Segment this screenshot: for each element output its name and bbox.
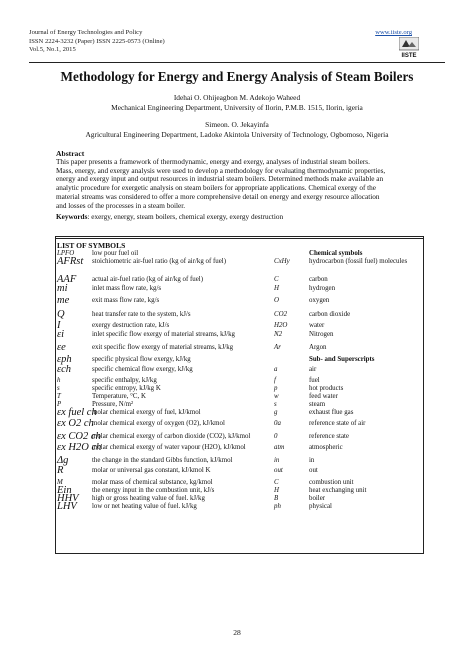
chemical-symbol: in: [274, 457, 280, 464]
symbol-description: the change in the standard Gibbs function, kJ/kmol: [92, 457, 233, 464]
symbol: εx H2O ch: [57, 442, 102, 453]
journal-name: Journal of Energy Technologies and Policy: [29, 29, 143, 36]
chemical-description: exhaust flue gas: [309, 409, 354, 416]
journal-issn: ISSN 2224-3232 (Paper) ISSN 2225-0573 (Online): [29, 37, 165, 45]
symbol-description: specific chemical flow exergy, kJ/kg: [92, 366, 193, 373]
chemical-symbol: CO2: [274, 311, 288, 318]
chemical-description: carbon: [309, 276, 328, 283]
chemical-description: reference state: [309, 433, 349, 440]
symbols-heading: LIST OF SYMBOLS: [57, 241, 126, 250]
abstract-line: analytic procedure for exergetic analysis on steam boilers for appropriate applications. Chemical exergy of the: [56, 184, 377, 193]
paper-title: Methodology for Energy and Energy Analysis of Steam Boilers: [60, 69, 414, 84]
chemical-symbol: N2: [274, 331, 283, 338]
symbol: LHV: [57, 501, 77, 512]
chemical-description: out: [309, 467, 318, 474]
page-number: 28: [233, 628, 241, 637]
symbol-description: high or gross heating value of fuel. kJ/kg: [92, 495, 205, 502]
chemical-symbol: B: [274, 495, 279, 502]
site-link[interactable]: www.iiste.org: [375, 29, 412, 36]
chemical-description: combustion unit: [309, 479, 354, 486]
symbol: M: [57, 479, 63, 486]
symbols-table-rule: [55, 238, 424, 239]
chemical-description: in: [309, 457, 315, 464]
chemical-symbol: H2O: [274, 322, 288, 329]
chemical-description: hydrocarbon (fossil fuel) molecules: [309, 258, 408, 265]
symbol-description: specific entropy, kJ/kg K: [92, 385, 161, 392]
symbol-description: heat transfer rate to the system, kJ/s: [92, 311, 191, 318]
affiliation-2: Agricultural Engineering Department, Ladoke Akintola University of Technology, Ogbomoso, Nigeria: [85, 130, 389, 139]
author-names: Idehai O. Ohijeagbon M. Adekojo Waheed: [173, 93, 301, 102]
chemical-symbol: C: [274, 479, 279, 486]
chemical-description: water: [309, 322, 325, 329]
symbol-description: molar or universal gas constant, kJ/kmol K: [92, 467, 211, 474]
symbol-description: specific enthalpy, kJ/kg: [92, 377, 157, 384]
symbol-description: specific physical flow exergy, kJ/kg: [92, 356, 191, 363]
chemical-symbol: 0: [274, 433, 278, 440]
chemical-symbol: H: [274, 285, 279, 292]
symbol: P: [57, 401, 62, 408]
chemical-description: carbon dioxide: [309, 311, 351, 318]
abstract-line: This paper presents a framework of thermodynamic, energy and exergy, analyses of industrial steam boilers.: [56, 158, 370, 166]
chemical-symbol: w: [274, 393, 279, 400]
symbol: εi: [57, 329, 65, 340]
chemical-description: atmospheric: [309, 444, 343, 451]
symbol: R: [57, 465, 64, 476]
symbol-description: exergy destruction rate, kJ/s: [92, 322, 170, 329]
abstract-line: and losses of the processes in a steam boiler.: [56, 201, 186, 210]
chemical-symbol: H: [274, 487, 279, 494]
symbol: εx CO2 ch: [57, 431, 101, 442]
symbol: h: [57, 377, 61, 384]
journal-info: [29, 29, 165, 55]
keywords-list: : exergy, energy, steam boilers, chemical exergy, exergy destruction: [87, 213, 284, 221]
chemical-description: physical: [309, 503, 332, 510]
chemical-symbol: p: [274, 385, 278, 392]
chemical-symbol: atm: [274, 444, 285, 451]
symbol-description: low pour fuel oil: [92, 250, 139, 257]
keywords-label: Keywords: [56, 213, 88, 221]
chemical-symbol: a: [274, 366, 278, 373]
symbol-description: Pressure, N/m²: [92, 401, 134, 408]
chemical-description: steam: [309, 401, 326, 408]
symbol: εph: [57, 354, 72, 365]
chemical-symbol: out: [274, 467, 283, 474]
chemical-symbol: 0a: [274, 420, 281, 427]
keywords: [56, 213, 422, 221]
symbol: mi: [57, 283, 68, 294]
table-subheading: Chemical symbols: [309, 250, 363, 257]
symbol: Q: [57, 309, 65, 320]
affiliation-1: Mechanical Engineering Department, University of Ilorin, P.M.B. 1515, Ilorin, igeria: [111, 103, 363, 112]
symbol: AAF: [57, 274, 77, 285]
iiste-logo: [399, 37, 419, 59]
symbol-description: molar mass of chemical substance, kg/kmol: [92, 479, 213, 486]
symbol-description: low or net heating value of fuel. kJ/kg: [92, 503, 197, 510]
symbol-description: exit mass flow rate, kg/s: [92, 297, 160, 304]
symbol-description: stoichiometric air-fuel ratio (kg of air/kg of fuel): [92, 258, 226, 265]
chemical-description: Argon: [309, 344, 327, 351]
chemical-symbol: f: [274, 377, 276, 384]
abstract-line: material streams was considered to offer a more comprehensive detail on energy and exergy resource allocation: [56, 192, 380, 201]
symbol: εch: [57, 364, 72, 375]
table-subheading: Sub- and Superscripts: [309, 356, 375, 363]
chemical-description: feed water: [309, 393, 338, 400]
chemical-symbol: s: [274, 401, 277, 408]
chemical-description: heat exchanging unit: [309, 487, 367, 494]
abstract-line: Mass, energy, and exergy analysis were used to develop a methodology for evaluating thermodynamic properties,: [56, 166, 386, 175]
symbol-description: inlet specific flow exergy of material streams, kJ/kg: [92, 331, 236, 338]
abstract-body: [56, 158, 422, 210]
chemical-description: hot products: [309, 385, 344, 392]
symbol: HHV: [57, 493, 79, 504]
chemical-symbol: CxHy: [274, 258, 290, 265]
chemical-symbol: ph: [274, 503, 281, 510]
abstract-heading: Abstract: [56, 149, 85, 158]
symbol-description: molar chemical exergy of fuel, kJ/kmol: [92, 409, 201, 416]
author-name-3: Simeon. O. Jekayinfa: [205, 120, 269, 129]
chemical-description: fuel: [309, 377, 320, 384]
chemical-description: hydrogen: [309, 285, 336, 292]
symbol-description: the energy input in the combustion unit, kJ/s: [92, 487, 215, 494]
symbol: I: [57, 320, 61, 331]
symbol-description: Temperature, °C, K: [92, 393, 146, 400]
symbol: εe: [57, 342, 66, 353]
header-rule: [29, 62, 445, 63]
logo-text: IISTE: [401, 53, 417, 59]
chemical-symbol: O: [274, 297, 279, 304]
journal-volume: Vol.5, No.1, 2015: [29, 46, 76, 54]
chemical-symbol: Ar: [274, 344, 281, 351]
chemical-symbol: C: [274, 276, 279, 283]
symbol: LPFO: [57, 250, 75, 257]
chemical-description: Nitrogen: [309, 331, 334, 338]
symbol-description: molar chemical exergy of water vapour (H2O), kJ/kmol: [92, 444, 246, 451]
chemical-description: reference state of air: [309, 420, 366, 427]
abstract-line: energy and exergy input and output resources in industrial steam boilers. Determined methods make available an: [56, 175, 384, 184]
chemical-symbol: g: [274, 409, 278, 416]
chemical-description: boiler: [309, 495, 326, 502]
symbol: εx O2 ch: [57, 418, 94, 429]
chemical-description: air: [309, 366, 317, 373]
symbol-description: actual air-fuel ratio (kg of air/kg of fuel): [92, 276, 204, 283]
symbol: AFRst: [57, 256, 84, 267]
chemical-description: oxygen: [309, 297, 330, 304]
symbol: s: [57, 385, 60, 392]
symbol-description: molar chemical exergy of oxygen (O2), kJ/kmol: [92, 420, 225, 427]
symbol: me: [57, 295, 70, 306]
symbol-description: inlet mass flow rate, kg/s: [92, 285, 162, 292]
symbol-description: exit specific flow exergy of material streams, kJ/kg: [92, 344, 234, 351]
symbol: T: [57, 393, 61, 400]
symbol: Δg: [57, 455, 69, 466]
symbol-description: molar chemical exergy of carbon dioxide (CO2), kJ/kmol: [92, 433, 251, 440]
symbol: εx fuel ch: [57, 407, 97, 418]
symbol: Ein: [57, 485, 72, 496]
